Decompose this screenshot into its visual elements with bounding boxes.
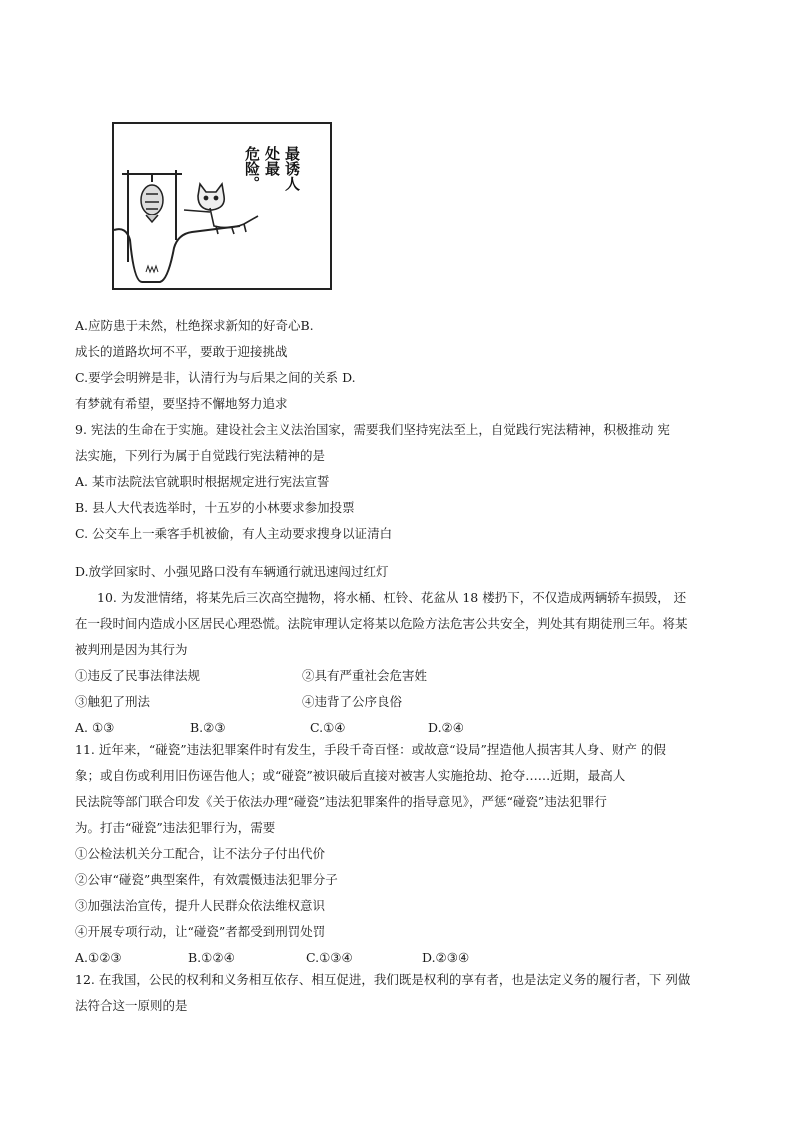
q11-choice-a: A.①②③ <box>75 950 122 965</box>
q8-option-c: C.要学会明辨是非，认清行为与后果之间的关系 D. <box>75 370 356 385</box>
q10-choice-d: D.②④ <box>428 720 464 735</box>
q12-stem-line-2: 法符合这一原则的是 <box>75 998 188 1013</box>
q10-item-2: ②具有严重社会危害姓 <box>302 668 428 683</box>
q10-item-1: ①违反了民事法律法规 <box>75 668 201 683</box>
caption-col-3: 危险。 <box>243 146 261 191</box>
q10-stem-line-2: 在一段时间内造成小区居民心理恐慌。法院审理认定将某以危险方法危害公共安全，判处其有期徒刑三年。将某 <box>75 616 688 631</box>
q11-choice-c: C.①③④ <box>306 950 353 965</box>
q10-choice-c: C.①④ <box>310 720 346 735</box>
q11-item-4: ④开展专项行动，让“碰瓷”者都受到刑罚处罚 <box>75 924 326 939</box>
caption-col-2: 处最 <box>263 146 281 176</box>
cartoon-illustration <box>112 122 332 290</box>
q10-item-3: ③触犯了刑法 <box>75 694 151 709</box>
q11-stem-line-2: 象；或自伤或利用旧伤诬告他人；或“碰瓷”被识破后直接对被害人实施抢劫、抢夺……近期，最高人 <box>75 768 626 783</box>
q11-stem-line-1: 11. 近年来，“碰瓷”违法犯罪案件时有发生，手段千奇百怪：或故意“设局”捏造他人损害其人身、财产 的假 <box>75 742 666 757</box>
q11-stem-line-4: 为。打击“碰瓷”违法犯罪行为，需要 <box>75 820 276 835</box>
q10-choice-a: A. ①③ <box>75 720 115 735</box>
q10-item-4: ④违背了公序良俗 <box>302 694 403 709</box>
q8-option-b: 成长的道路坎坷不平，要敢于迎接挑战 <box>75 344 288 359</box>
q9-stem-line-1: 9. 宪法的生命在于实施。建设社会主义法治国家，需要我们坚持宪法至上，自觉践行宪法精神，积极推动 宪 <box>75 422 670 437</box>
q10-stem-line-1: 10. 为发泄情绪，将某先后三次高空抛物，将水桶、杠铃、花盆从 18 楼扔下，不仅造成两辆轿车损毁， 还 <box>97 590 687 605</box>
q9-option-b: B. 县人大代表选举时，十五岁的小林要求参加投票 <box>75 500 355 515</box>
q9-option-d: D.放学回家时、小强见路口没有车辆通行就迅速闯过红灯 <box>75 564 389 579</box>
q11-choice-d: D.②③④ <box>422 950 470 965</box>
caption-col-1: 最诱人 <box>283 146 301 191</box>
q9-stem-line-2: 法实施，下列行为属于自觉践行宪法精神的是 <box>75 448 326 463</box>
q11-item-2: ②公审“碰瓷”典型案件，有效震慑违法犯罪分子 <box>75 872 338 887</box>
q8-option-d: 有梦就有希望，要坚持不懈地努力追求 <box>75 396 288 411</box>
q11-item-3: ③加强法治宣传，提升人民群众依法维权意识 <box>75 898 326 913</box>
q11-choice-b: B.①②④ <box>188 950 235 965</box>
q9-option-a: A. 某市法院法官就职时根据规定进行宪法宣誓 <box>75 474 330 489</box>
q8-option-a: A.应防患于未然，杜绝探求新知的好奇心B. <box>75 318 314 333</box>
q11-item-1: ①公检法机关分工配合，让不法分子付出代价 <box>75 846 326 861</box>
q10-choice-b: B.②③ <box>190 720 226 735</box>
q10-stem-line-3: 被判刑是因为其行为 <box>75 642 188 657</box>
q12-stem-line-1: 12. 在我国，公民的权利和义务相互依存、相互促进，我们既是权利的享有者，也是法定义务的履行者，下 列做 <box>75 972 691 987</box>
q9-option-c: C. 公交车上一乘客手机被偷，有人主动要求搜身以证清白 <box>75 526 393 541</box>
q11-stem-line-3: 民法院等部门联合印发《关于依法办理“碰瓷”违法犯罪案件的指导意见》，严惩“碰瓷”违法犯罪行 <box>75 794 607 809</box>
